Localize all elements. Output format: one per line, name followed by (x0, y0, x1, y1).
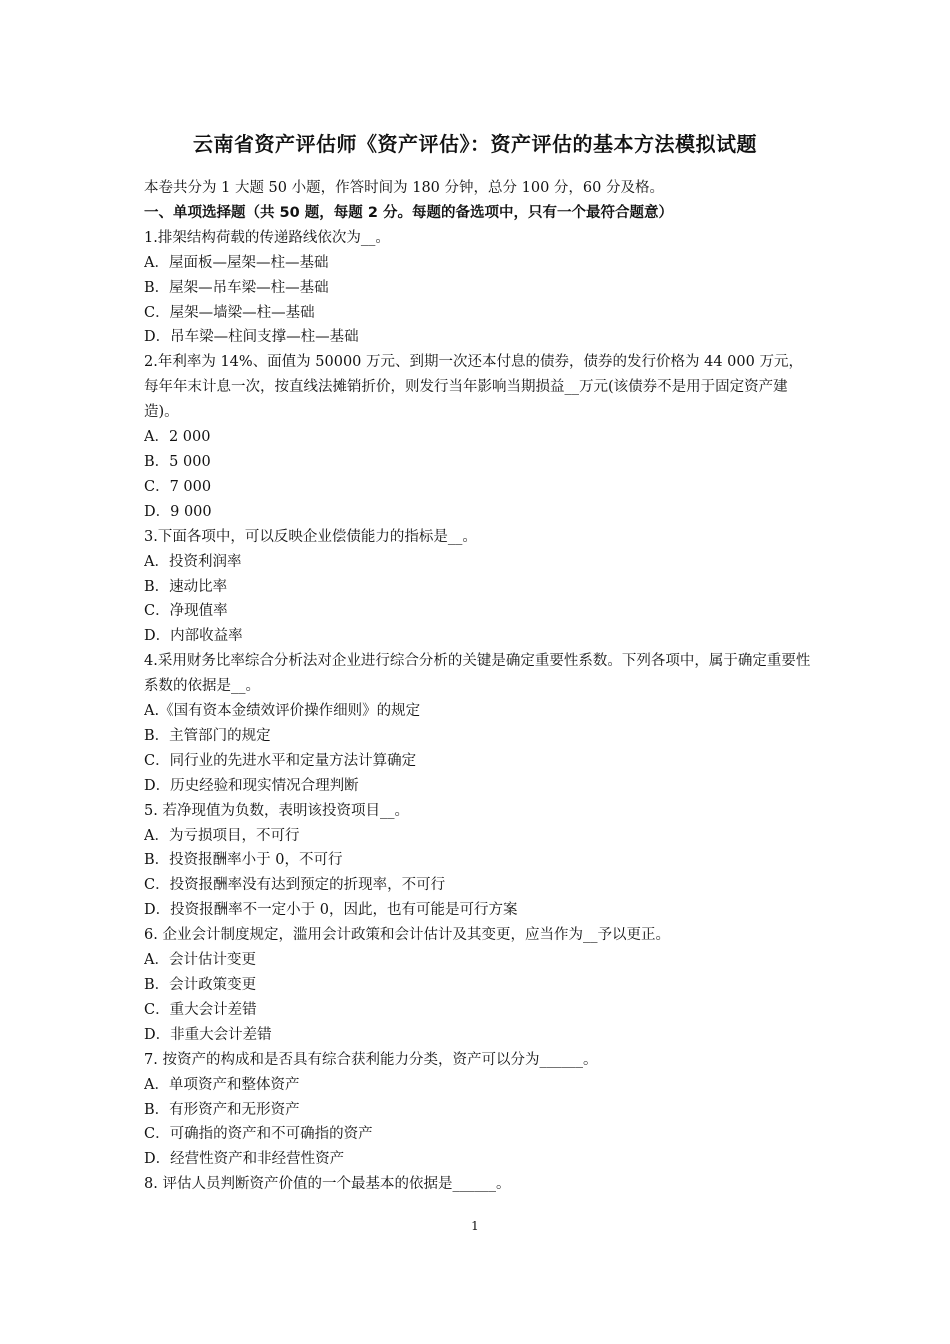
answer-option: A．会计估计变更 (144, 952, 256, 969)
answer-option: A．单项资产和整体资产 (144, 1076, 300, 1093)
answer-option: A.《国有资本金绩效评价操作细则》的规定 (144, 703, 421, 720)
question-stem: 2.年利率为 14%、面值为 50000 万元、到期一次还本付息的债券，债券的发行价格为 44 000 万元，每年年末计息一次，按直线法摊销折价，则发行当年影响当期损益__万元(该债券不是用于固定资产建造)。 (144, 354, 803, 421)
question-stem: 3.下面各项中，可以反映企业偿债能力的指标是__。 (144, 528, 477, 545)
answer-option: C．投资报酬率没有达到预定的折现率，不可行 (144, 877, 446, 894)
answer-option: C．重大会计差错 (144, 1001, 257, 1018)
answer-option: B．屋架—吊车梁—柱—基础 (144, 279, 329, 296)
question-stem: 4.采用财务比率综合分析法对企业进行综合分析的关键是确定重要性系数。下列各项中，属于确定重要性系数的依据是__。 (144, 653, 811, 695)
answer-option: C．7 000 (144, 478, 212, 495)
answer-option: D．投资报酬率不一定小于 0，因此，也有可能是可行方案 (144, 902, 518, 919)
answer-option: C．同行业的先进水平和定量方法计算确定 (144, 752, 417, 769)
answer-option: C．净现值率 (144, 603, 228, 620)
answer-option: C．屋架—墙梁—柱—基础 (144, 304, 315, 321)
answer-option: D．9 000 (144, 503, 212, 520)
answer-option: D．非重大会计差错 (144, 1026, 272, 1043)
document-title: 云南省资产评估师《资产评估》：资产评估的基本方法模拟试题 (193, 132, 757, 156)
exam-intro: 本卷共分为 1 大题 50 小题，作答时间为 180 分钟，总分 100 分，60 分及格。 (144, 180, 664, 196)
answer-option: D．经营性资产和非经营性资产 (144, 1151, 345, 1168)
answer-option: B．有形资产和无形资产 (144, 1101, 300, 1118)
answer-option: B．速动比率 (144, 578, 228, 595)
answer-option: B．主管部门的规定 (144, 727, 271, 744)
question-list (144, 226, 812, 1197)
question-stem: 8. 评估人员判断资产价值的一个最基本的依据是______。 (144, 1176, 511, 1193)
answer-option: D．吊车梁—柱间支撑—柱—基础 (144, 329, 359, 346)
answer-option: A．为亏损项目，不可行 (144, 827, 300, 844)
question-stem: 6. 企业会计制度规定，滥用会计政策和会计估计及其变更，应当作为__予以更正。 (144, 927, 670, 944)
answer-option: B．投资报酬率小于 0，不可行 (144, 852, 343, 869)
answer-option: B．会计政策变更 (144, 977, 257, 993)
question-stem: 7. 按资产的构成和是否具有综合获利能力分类，资产可以分为______。 (144, 1051, 598, 1068)
document-body (144, 176, 812, 1197)
answer-option: A．屋面板—屋架—柱—基础 (144, 254, 329, 271)
answer-option: B．5 000 (144, 453, 211, 470)
answer-option: D．内部收益率 (144, 628, 243, 645)
question-stem: 1.排架结构荷载的传递路线依次为__。 (144, 229, 390, 246)
answer-option: A．投资利润率 (144, 553, 242, 570)
page-number: 1 (471, 1219, 479, 1233)
question-stem: 5. 若净现值为负数，表明该投资项目__。 (144, 802, 409, 819)
answer-option: C．可确指的资产和不可确指的资产 (144, 1126, 373, 1143)
answer-option: D．历史经验和现实情况合理判断 (144, 777, 359, 794)
answer-option: A．2 000 (144, 429, 211, 446)
section-heading: 一、单项选择题（共 50 题，每题 2 分。每题的备选项中，只有一个最符合题意） (144, 204, 673, 221)
